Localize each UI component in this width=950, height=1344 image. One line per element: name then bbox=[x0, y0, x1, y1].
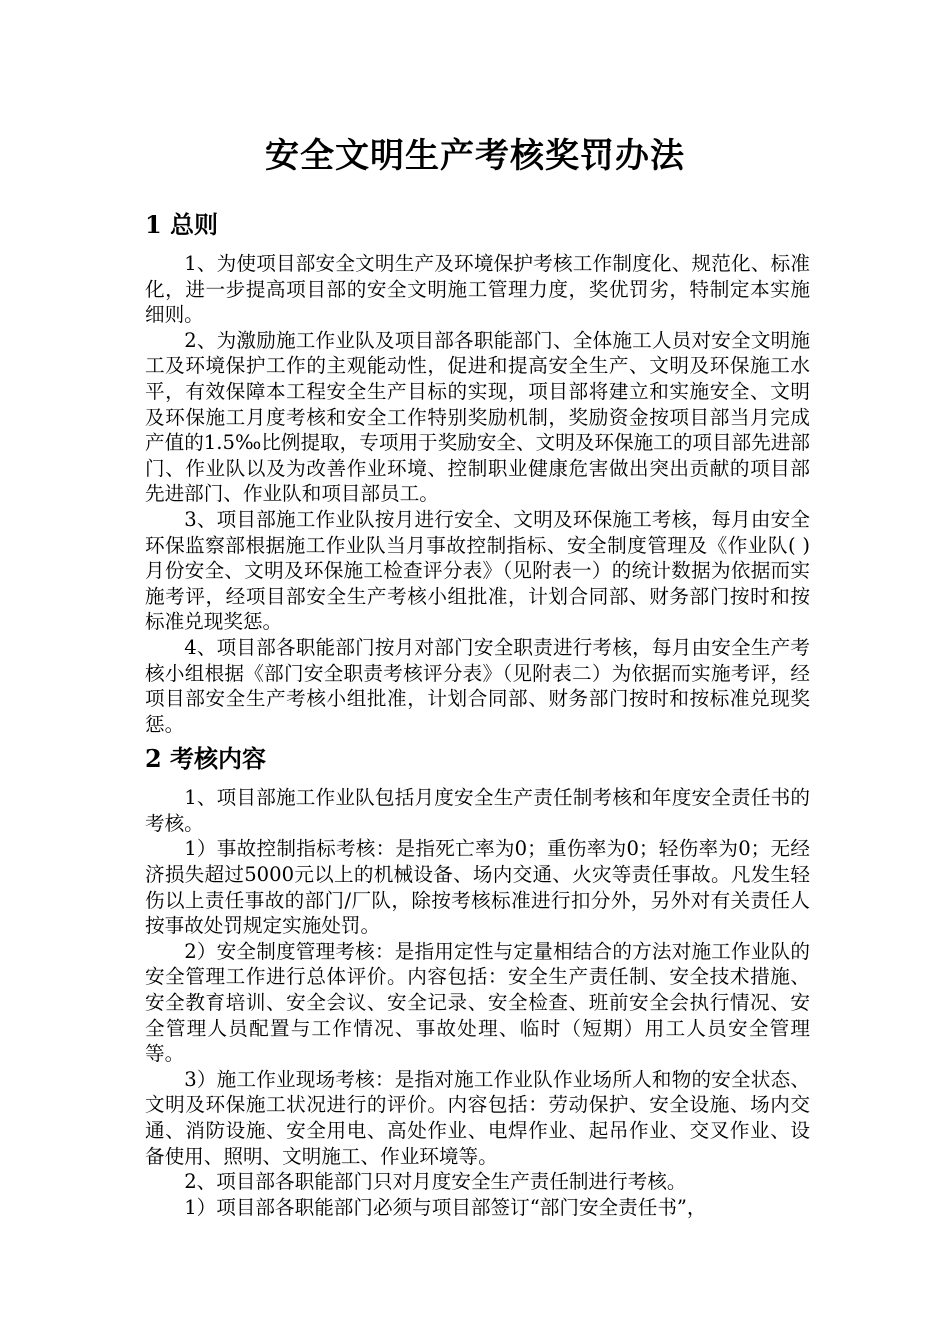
paragraph: 1、为使项目部安全文明生产及环境保护考核工作制度化、规范化、标准化，进一步提高项目部的安全文明施工管理力度，奖优罚劣，特制定本实施细则。 bbox=[145, 252, 810, 327]
paragraph: 4、项目部各职能部门按月对部门安全职责进行考核，每月由安全生产考核小组根据《部门安全职责考核评分表》（见附表二）为依据而实施考评，经项目部安全生产考核小组批准，计划合同部、财务部门按时和按标准兑现奖惩。 bbox=[145, 635, 810, 736]
paragraph: 2、项目部各职能部门只对月度安全生产责任制进行考核。 bbox=[184, 1170, 687, 1194]
paragraph: 1、项目部施工作业队包括月度安全生产责任制考核和年度安全责任书的考核。 bbox=[145, 786, 810, 835]
paragraph: 3）施工作业现场考核：是指对施工作业队作业场所人和物的安全状态、文明及环保施工状况进行的评价。内容包括：劳动保护、安全设施、场内交通、消防设施、安全用电、高处作业、电焊作业、起吊作业、交叉作业、设备使用、照明、文明施工、作业环境等。 bbox=[145, 1067, 810, 1168]
paragraph: 3、项目部施工作业队按月进行安全、文明及环保施工考核，每月由安全环保监察部根据施工作业队当月事故控制指标、安全制度管理及《作业队( )月份安全、文明及环保施工检查评分表》（见附表一）的统计数据为依据而实施考评，经项目部安全生产考核小组批准，计划合同部、财务部门按时和按标准兑现奖惩。 bbox=[145, 507, 810, 634]
document-body bbox=[145, 205, 810, 1220]
section-general bbox=[145, 205, 810, 737]
section-heading: 2 考核内容 bbox=[145, 744, 267, 774]
document-title: 安全文明生产考核奖罚办法 bbox=[265, 136, 685, 176]
paragraph: 2、为激励施工作业队及项目部各职能部门、全体施工人员对安全文明施工及环境保护工作的主观能动性，促进和提高安全生产、文明及环保施工水平，有效保障本工程安全生产目标的实现，项目部将建立和实施安全、文明及环保施工月度考核和安全工作特别奖励机制，奖励资金按项目部当月完成产值的1.5‰比例提取，专项用于奖励安全、文明及环保施工的项目部先进部门、作业队以及为改善作业环境、控制职业健康危害做出突出贡献的项目部先进部门、作业队和项目部员工。 bbox=[145, 328, 810, 506]
paragraph: 2）安全制度管理考核：是指用定性与定量相结合的方法对施工作业队的安全管理工作进行总体评价。内容包括：安全生产责任制、安全技术措施、安全教育培训、安全会议、安全记录、安全检查、班前安全会执行情况、安全管理人员配置与工作情况、事故处理、临时（短期）用工人员安全管理等。 bbox=[145, 939, 810, 1066]
section-assessment-content bbox=[145, 739, 810, 1220]
paragraph: 1）项目部各职能部门必须与项目部签订“部门安全责任书”， bbox=[184, 1195, 707, 1219]
section-heading: 1 总则 bbox=[145, 210, 219, 239]
paragraph: 1）事故控制指标考核：是指死亡率为0；重伤率为0；轻伤率为0；无经济损失超过5000元以上的机械设备、场内交通、火灾等责任事故。凡发生轻伤以上责任事故的部门/厂队，除按考核标准进行扣分外，另外对有关责任人按事故处罚规定实施处罚。 bbox=[145, 837, 810, 938]
